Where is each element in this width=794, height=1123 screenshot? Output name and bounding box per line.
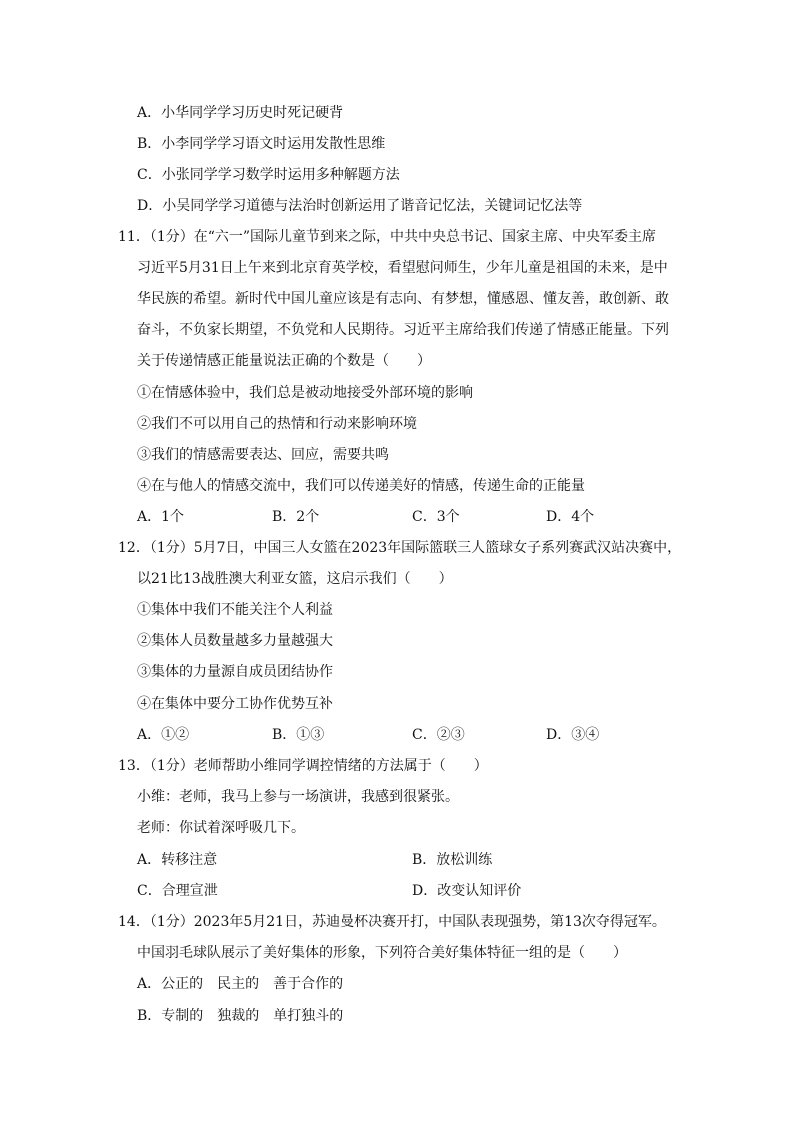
q13-dialogue-student: 小维：老师，我马上参与一场演讲，我感到很紧张。 (137, 789, 459, 805)
q12-option-c: C．②③ (412, 727, 465, 743)
q11-stem-line-1: 11．（1分）在“六一”国际儿童节到来之际，中共中央总书记、国家主席、中央军委主席 (118, 229, 657, 245)
q14-option-a: A．公正的 民主的 善于合作的 (137, 976, 344, 992)
q13-option-c: C．合理宣泄 (137, 883, 218, 899)
q11-statement-1: ①在情感体验中，我们总是被动地接受外部环境的影响 (137, 385, 473, 401)
q14-stem-line-2: 中国羽毛球队展示了美好集体的形象，下列符合美好集体特征一组的是（ ） (137, 945, 627, 961)
q12-statement-4: ④在集体中要分工协作优势互补 (137, 696, 333, 712)
q13-option-a: A．转移注意 (137, 852, 218, 868)
q10-option-c: C．小张同学学习数学时运用多种解题方法 (137, 167, 400, 183)
q13-option-d: D．改变认知评价 (412, 883, 522, 899)
q13-dialogue-teacher: 老师：你试着深呼吸几下。 (137, 820, 305, 836)
q11-statement-2: ②我们不可以用自己的热情和行动来影响环境 (137, 416, 417, 432)
q11-option-d: D．4个 (546, 509, 595, 525)
q12-stem-line-1: 12．（1分）5月7日，中国三人女篮在2023年国际篮联三人篮球女子系列赛武汉站决赛中， (118, 540, 682, 556)
q13-stem-line-1: 13．（1分）老师帮助小维同学调控情绪的方法属于（ ） (118, 758, 488, 774)
q11-stem-line-4: 奋斗，不负家长期望，不负党和人民期待。习近平主席给我们传递了情感正能量。下列 (137, 322, 669, 338)
q12-stem-line-2: 以21比13战胜澳大利亚女篮，这启示我们（ ） (137, 571, 453, 587)
q11-option-c: C．3个 (412, 509, 460, 525)
q12-statement-1: ①集体中我们不能关注个人利益 (137, 602, 333, 618)
q14-option-b: B．专制的 独裁的 单打独斗的 (137, 1008, 344, 1024)
q12-option-d: D．③④ (546, 727, 600, 743)
q10-option-d: D．小吴同学学习道德与法治时创新运用了谐音记忆法，关键词记忆法等 (137, 198, 583, 214)
q11-statement-3: ③我们的情感需要表达、回应，需要共鸣 (137, 447, 389, 463)
q11-stem-line-5: 关于传递情感正能量说法正确的个数是（ ） (137, 353, 431, 369)
q12-statement-2: ②集体人员数量越多力量越强大 (137, 633, 333, 649)
q12-statement-3: ③集体的力量源自成员团结协作 (137, 664, 333, 680)
q12-option-b: B．①③ (272, 727, 325, 743)
q12-option-a: A．①② (137, 727, 190, 743)
q11-statement-4: ④在与他人的情感交流中，我们可以传递美好的情感，传递生命的正能量 (137, 478, 585, 494)
q11-stem-line-3: 华民族的希望。新时代中国儿童应该是有志向、有梦想，懂感恩、懂友善，敢创新、敢 (137, 291, 669, 307)
q14-stem-line-1: 14．（1分）2023年5月21日，苏迪曼杯决赛开打，中国队表现强势，第13次夺得冠军。 (118, 914, 666, 930)
q10-option-b: B．小李同学学习语文时运用发散性思维 (137, 136, 386, 152)
q13-option-b: B．放松训练 (412, 852, 493, 868)
q11-option-a: A．1个 (137, 509, 185, 525)
q11-option-b: B．2个 (272, 509, 320, 525)
q11-stem-line-2: 习近平5月31日上午来到北京育英学校，看望慰问师生，少年儿童是祖国的未来，是中 (137, 260, 668, 276)
q10-option-a: A．小华同学学习历史时死记硬背 (137, 105, 344, 121)
